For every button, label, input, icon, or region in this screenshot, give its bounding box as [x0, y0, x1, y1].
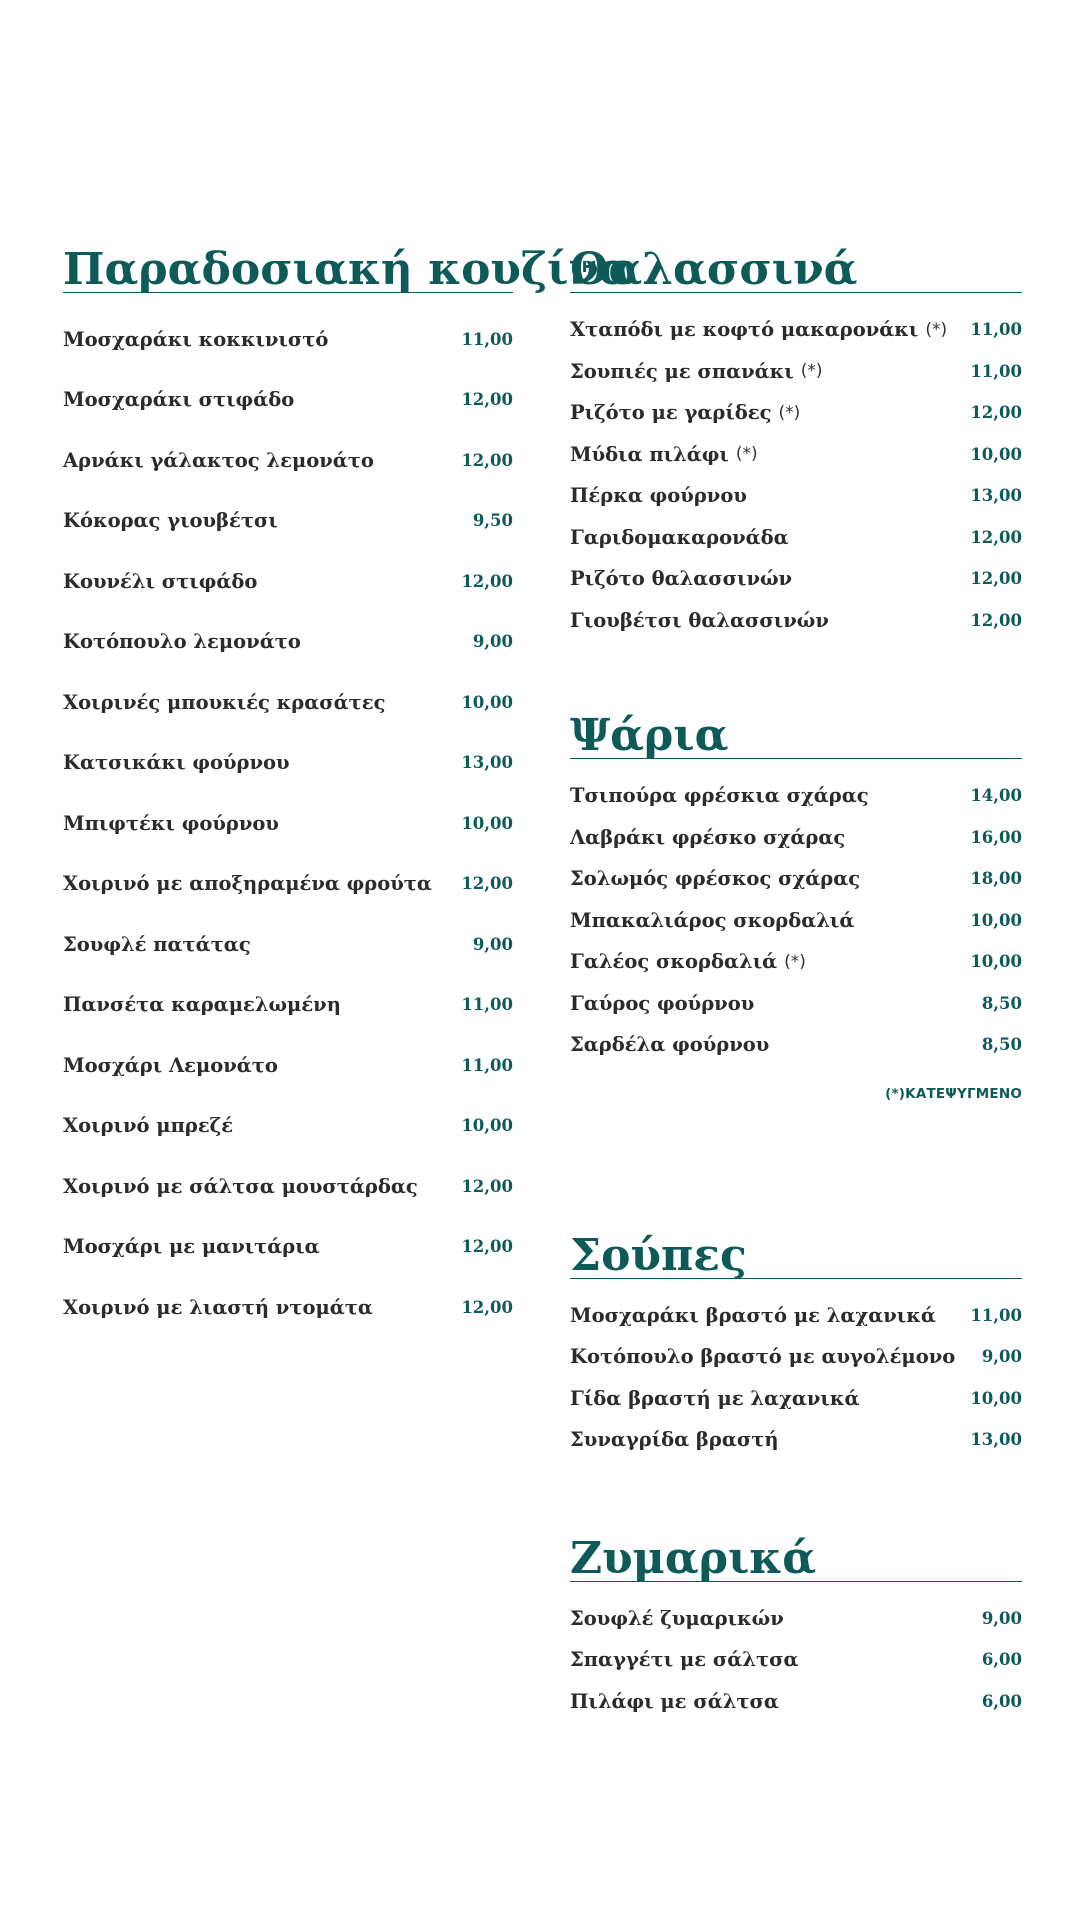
- menu-item: [63, 733, 513, 794]
- right-column: [570, 244, 1022, 1722]
- dish-price: 14,00: [970, 786, 1022, 806]
- dish-price: 11,00: [461, 329, 513, 349]
- section-traditional-cuisine: [63, 244, 633, 1338]
- menu-item: [63, 1035, 513, 1096]
- dish-price: 13,00: [970, 486, 1022, 506]
- menu-item-label: [63, 993, 341, 1016]
- menu-item: [63, 793, 513, 854]
- dish-price: 12,00: [461, 874, 513, 894]
- dish-name: Γιουβέτσι θαλασσινών: [570, 608, 829, 632]
- menu-item: [63, 854, 513, 915]
- dish-name: Σαρδέλα φούρνου: [570, 1033, 770, 1057]
- dish-price: 12,00: [461, 390, 513, 410]
- menu-item-label: [63, 1296, 373, 1319]
- dish-name: Σολωμός φρέσκος σχάρας: [570, 867, 861, 891]
- dish-name: Γαριδομακαρονάδα: [570, 525, 789, 549]
- dish-name: Πανσέτα καραμελωμένη: [63, 993, 341, 1017]
- menu-item: [63, 491, 513, 552]
- menu-item-label: [570, 950, 806, 973]
- dish-price: 10,00: [461, 813, 513, 833]
- menu-item: [570, 558, 1022, 600]
- menu-list: [570, 309, 1022, 641]
- dish-price: 11,00: [461, 995, 513, 1015]
- menu-item: [63, 551, 513, 612]
- menu-item: [570, 1419, 1022, 1461]
- menu-item: [570, 517, 1022, 559]
- dish-name: Ριζότο με γαρίδες: [570, 401, 772, 425]
- dish-price: 9,00: [472, 632, 513, 652]
- menu-item-label: [63, 1054, 278, 1077]
- frozen-marker: (*): [735, 444, 758, 465]
- menu-item-label: [63, 1114, 233, 1137]
- dish-name: Σουφλέ ζυμαρικών: [570, 1606, 784, 1630]
- menu-item-label: [570, 609, 829, 632]
- dish-price: 10,00: [461, 1116, 513, 1136]
- dish-price: 12,00: [970, 610, 1022, 630]
- dish-name: Γαλέος σκορδαλιά: [570, 950, 778, 974]
- menu-item-label: [570, 1690, 779, 1713]
- dish-name: Κατσικάκι φούρνου: [63, 751, 290, 775]
- dish-price: 6,00: [981, 1650, 1022, 1670]
- menu-item: [570, 858, 1022, 900]
- dish-price: 10,00: [461, 692, 513, 712]
- dish-price: 12,00: [461, 1297, 513, 1317]
- menu-list: [570, 1295, 1022, 1461]
- menu-item-label: [570, 526, 789, 549]
- dish-price: 12,00: [461, 1176, 513, 1196]
- dish-name: Ριζότο θαλασσινών: [570, 567, 793, 591]
- menu-item: [570, 1378, 1022, 1420]
- dish-price: 9,50: [472, 511, 513, 531]
- frozen-marker: (*): [778, 402, 801, 423]
- section-fish: [570, 710, 1022, 1102]
- dish-name: Μοσχαράκι κοκκινιστό: [63, 327, 329, 351]
- dish-price: 10,00: [970, 444, 1022, 464]
- section-title: Σούπες: [570, 1234, 1022, 1279]
- left-column: [63, 244, 633, 1338]
- menu-item: [570, 351, 1022, 393]
- dish-price: 12,00: [461, 1237, 513, 1257]
- menu-item: [570, 392, 1022, 434]
- dish-price: 11,00: [970, 361, 1022, 381]
- dish-name: Μοσχαράκι στιφάδο: [63, 388, 295, 412]
- dish-price: 9,00: [472, 934, 513, 954]
- menu-item-label: [570, 318, 947, 341]
- dish-price: 8,50: [981, 1035, 1022, 1055]
- frozen-marker: (*): [784, 951, 806, 972]
- menu-item: [63, 612, 513, 673]
- dish-name: Χοιρινές μπουκιές κρασάτες: [63, 690, 386, 714]
- dish-name: Μύδια πιλάφι: [570, 442, 729, 466]
- dish-name: Γίδα βραστή με λαχανικά: [570, 1386, 860, 1410]
- menu-item-label: [63, 630, 301, 653]
- menu-item: [570, 1639, 1022, 1681]
- menu-item-label: [570, 443, 758, 466]
- dish-name: Μπιφτέκι φούρνου: [63, 811, 279, 835]
- dish-name: Κοτόπουλο βραστό με αυγολέμονο: [570, 1345, 956, 1369]
- dish-price: 8,50: [981, 993, 1022, 1013]
- dish-price: 12,00: [970, 403, 1022, 423]
- menu-item: [570, 983, 1022, 1025]
- menu-item-label: [570, 826, 845, 849]
- dish-name: Κοτόπουλο λεμονάτο: [63, 630, 301, 654]
- dish-name: Μπακαλιάρος σκορδαλιά: [570, 908, 855, 932]
- dish-name: Κουνέλι στιφάδο: [63, 569, 258, 593]
- menu-item: [570, 1681, 1022, 1723]
- menu-item-label: [63, 1175, 418, 1198]
- dish-name: Γαύρος φούρνου: [570, 991, 755, 1015]
- dish-price: 9,00: [981, 1608, 1022, 1628]
- menu-item-label: [63, 751, 290, 774]
- dish-name: Χοιρινό με σάλτσα μουστάρδας: [63, 1174, 418, 1198]
- dish-price: 12,00: [970, 569, 1022, 589]
- menu-item-label: [63, 872, 432, 895]
- menu-item-label: [63, 812, 279, 835]
- dish-price: 12,00: [461, 571, 513, 591]
- menu-item: [63, 1217, 513, 1278]
- dish-name: Χοιρινό με αποξηραμένα φρούτα: [63, 872, 432, 896]
- dish-name: Σπαγγέτι με σάλτσα: [570, 1648, 799, 1672]
- menu-item-label: [570, 1304, 936, 1327]
- menu-item: [570, 900, 1022, 942]
- menu-item-label: [63, 509, 278, 532]
- dish-name: Μοσχαράκι βραστό με λαχανικά: [570, 1303, 936, 1327]
- menu-list: [570, 775, 1022, 1066]
- frozen-marker: (*): [925, 319, 948, 340]
- menu-item: [570, 434, 1022, 476]
- menu-item-label: [63, 933, 251, 956]
- menu-item: [570, 600, 1022, 642]
- dish-price: 16,00: [970, 827, 1022, 847]
- menu-item: [63, 975, 513, 1036]
- menu-item-label: [570, 401, 800, 424]
- menu-item: [570, 1295, 1022, 1337]
- dish-price: 18,00: [970, 869, 1022, 889]
- menu-list: [63, 309, 513, 1338]
- frozen-marker: (*): [800, 361, 823, 382]
- menu-item-label: [570, 1033, 769, 1056]
- dish-name: Σουπιές με σπανάκι: [570, 359, 794, 383]
- menu-item-label: [63, 449, 374, 472]
- menu-item: [570, 775, 1022, 817]
- menu-item-label: [570, 909, 854, 932]
- menu-item-label: [63, 388, 294, 411]
- menu-item-label: [63, 691, 386, 714]
- dish-price: 12,00: [970, 527, 1022, 547]
- dish-name: Συναγρίδα βραστή: [570, 1428, 779, 1452]
- menu-list: [570, 1598, 1022, 1723]
- dish-price: 6,00: [981, 1691, 1022, 1711]
- menu-item-label: [63, 570, 257, 593]
- dish-price: 10,00: [970, 952, 1022, 972]
- dish-price: 11,00: [461, 1055, 513, 1075]
- dish-name: Χταπόδι με κοφτό μακαρονάκι: [570, 318, 919, 342]
- section-title: Ζυμαρικά: [570, 1537, 1022, 1582]
- section-seafood: [570, 244, 1022, 641]
- dish-name: Χοιρινό με λιαστή ντομάτα: [63, 1295, 373, 1319]
- menu-item: [570, 475, 1022, 517]
- dish-name: Μοσχάρι με μανιτάρια: [63, 1235, 320, 1259]
- menu-item-label: [63, 328, 328, 351]
- dish-price: 12,00: [461, 450, 513, 470]
- menu-item: [63, 1277, 513, 1338]
- menu-item-label: [63, 1235, 320, 1258]
- menu-item: [570, 941, 1022, 983]
- menu-item-label: [570, 1648, 799, 1671]
- dish-price: 10,00: [970, 910, 1022, 930]
- dish-name: Χοιρινό μπρεζέ: [63, 1114, 234, 1138]
- section-title: Ψάρια: [570, 714, 1022, 759]
- menu-item: [570, 1024, 1022, 1066]
- dish-price: 10,00: [970, 1388, 1022, 1408]
- dish-name: Αρνάκι γάλακτος λεμονάτο: [63, 448, 374, 472]
- menu-item: [63, 914, 513, 975]
- menu-item-label: [570, 1607, 784, 1630]
- dish-name: Πέρκα φούρνου: [570, 484, 747, 508]
- dish-name: Λαβράκι φρέσκο σχάρας: [570, 825, 846, 849]
- dish-name: Σουφλέ πατάτας: [63, 932, 251, 956]
- dish-name: Τσιπούρα φρέσκια σχάρας: [570, 784, 869, 808]
- dish-price: 11,00: [970, 1305, 1022, 1325]
- dish-price: 13,00: [970, 1430, 1022, 1450]
- section-pasta: [570, 1532, 1022, 1723]
- dish-name: Πιλάφι με σάλτσα: [570, 1689, 779, 1713]
- menu-item: [63, 1156, 513, 1217]
- section-title: Θαλασσινά: [570, 248, 1022, 293]
- menu-item: [63, 309, 513, 370]
- section-title: Παραδοσιακή κουζίνα: [63, 244, 633, 295]
- menu-item: [63, 1096, 513, 1157]
- menu-item-label: [570, 867, 860, 890]
- menu-item: [63, 370, 513, 431]
- menu-item-label: [570, 484, 747, 507]
- menu-item: [63, 430, 513, 491]
- menu-item-label: [570, 1345, 955, 1368]
- menu-item-label: [570, 992, 754, 1015]
- dish-name: Κόκορας γιουβέτσι: [63, 509, 278, 533]
- frozen-footnote: (*)ΚΑΤΕΨΥΓΜΕΝΟ: [885, 1085, 1022, 1102]
- menu-item: [570, 1598, 1022, 1640]
- dish-price: 13,00: [461, 753, 513, 773]
- menu-item-label: [570, 1387, 859, 1410]
- dish-price: 9,00: [981, 1347, 1022, 1367]
- menu-item: [570, 1336, 1022, 1378]
- section-soups: [570, 1229, 1022, 1461]
- menu-item-label: [570, 784, 869, 807]
- dish-name: Μοσχάρι Λεμονάτο: [63, 1053, 278, 1077]
- menu-item: [63, 672, 513, 733]
- menu-item-label: [570, 1428, 779, 1451]
- menu-item-label: [570, 567, 792, 590]
- menu-item-label: [570, 360, 822, 383]
- dish-price: 11,00: [970, 320, 1022, 340]
- menu-item: [570, 309, 1022, 351]
- menu-item: [570, 817, 1022, 859]
